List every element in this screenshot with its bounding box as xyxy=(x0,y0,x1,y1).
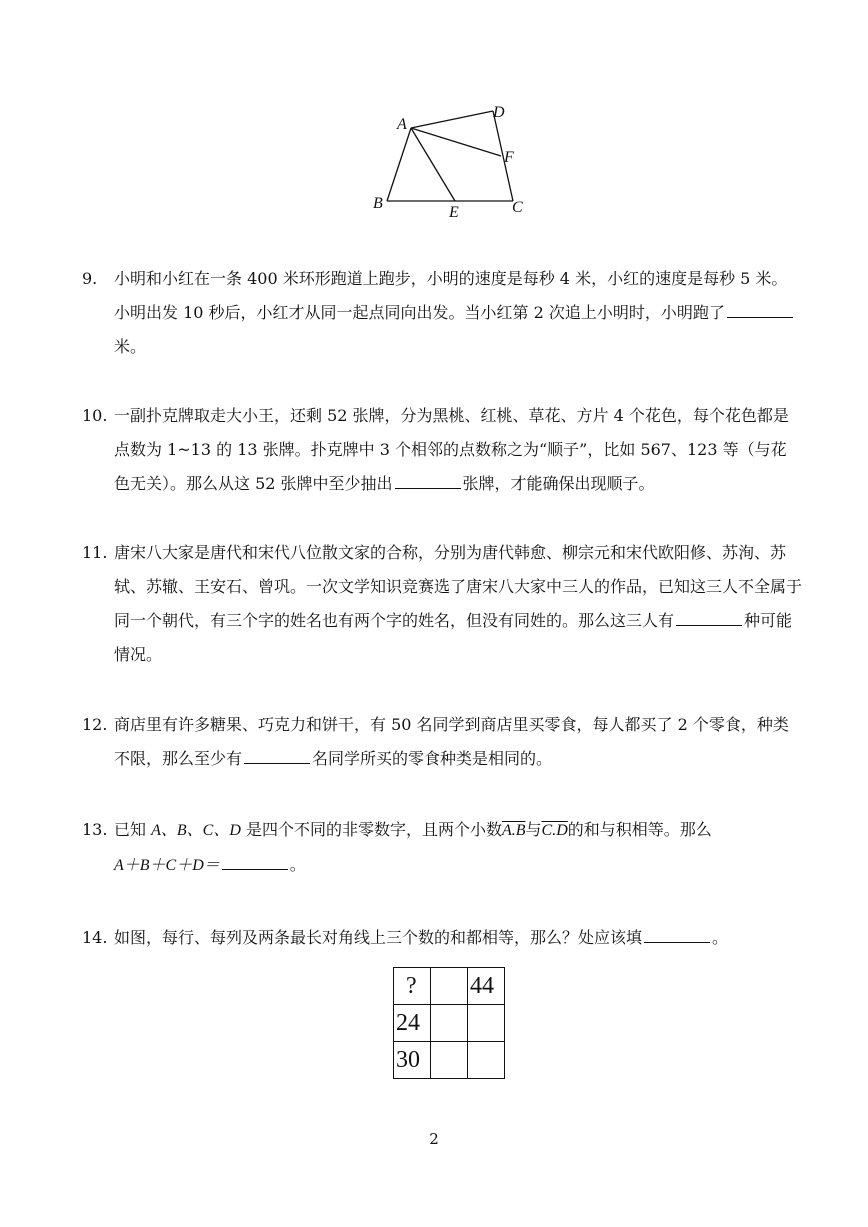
grid-cell xyxy=(431,1042,468,1079)
grid-cell: 24 xyxy=(394,1005,431,1042)
question-text: 是四个不同的非零数字，且两个小数 xyxy=(240,820,502,839)
question-text-end: 名同学所买的零食种类是相同的。 xyxy=(312,749,553,768)
question-text-end: 。 xyxy=(289,855,306,874)
question-number: 10. xyxy=(82,406,108,425)
label-B: B xyxy=(373,195,383,212)
question-number: 14. xyxy=(82,928,108,947)
segment-DA xyxy=(411,111,493,128)
question-number: 13. xyxy=(82,820,108,839)
question-10 xyxy=(82,399,802,501)
question-text: 与 xyxy=(525,820,542,839)
segment-AB xyxy=(387,128,411,201)
label-E: E xyxy=(449,204,459,221)
geometry-figure xyxy=(365,100,535,225)
answer-blank[interactable] xyxy=(676,607,742,626)
question-text: 唐宋八大家是唐代和宋代八位散文家的合称，分别为唐代韩愈、柳宗元和宋代欧阳修、苏洵、苏轼、苏辙、王安石、曾巩。一次文学知识竞赛选了唐宋八大家中三人的作品，已知这三人不全属于同一个朝代，有三个字的姓名也有两个字的姓名，但没有同姓的。那么这三人有 xyxy=(114,543,803,630)
sum-expression: A＋B＋C＋D＝ xyxy=(114,857,220,874)
segment-AF xyxy=(411,128,501,156)
grid-cell xyxy=(468,1005,505,1042)
grid-row xyxy=(394,968,505,1005)
grid-cell xyxy=(468,1042,505,1079)
answer-blank[interactable] xyxy=(395,470,461,489)
grid-cell xyxy=(431,968,468,1005)
grid-row xyxy=(394,1005,505,1042)
question-text: 一副扑克牌取走大小王，还剩 52 张牌，分为黑桃、红桃、草花、方片 4 个花色，每个花色都是点数为 1~13 的 13 张牌。扑克牌中 3 个相邻的点数称之为“顺子”，比如 567、123 等（与花色无关）。那么从这 52 张牌中至少抽出 xyxy=(114,406,789,493)
question-number: 12. xyxy=(82,715,108,734)
question-number: 9. xyxy=(82,269,98,288)
question-text-end: 种可能情况。 xyxy=(114,611,793,664)
grid-cell: 44 xyxy=(468,968,505,1005)
label-A: A xyxy=(397,116,407,133)
answer-blank[interactable] xyxy=(244,745,310,764)
grid-cell: 30 xyxy=(394,1042,431,1079)
question-text-end: 米。 xyxy=(114,337,147,356)
grid-cell: ? xyxy=(394,968,431,1005)
answer-blank[interactable] xyxy=(727,299,793,318)
grid-row xyxy=(394,1042,505,1079)
question-text: 小明和小红在一条 400 米环形跑道上跑步，小明的速度是每秒 4 米，小红的速度是每秒 5 米。小明出发 10 秒后，小红才从同一起点同向出发。当小红第 2 次追上小明时，小明跑了 xyxy=(114,269,788,322)
page-number: 2 xyxy=(429,1130,439,1148)
question-text: 商店里有许多糖果、巧克力和饼干，有 50 名同学到商店里买零食，每人都买了 2 个零食，种类不限，那么至少有 xyxy=(114,715,789,768)
decimal-ab: A.B xyxy=(501,822,526,839)
grid-cell xyxy=(431,1005,468,1042)
label-F: F xyxy=(504,149,514,166)
question-text: 已知 xyxy=(114,820,152,839)
label-C: C xyxy=(512,199,523,216)
segment-AE xyxy=(411,128,455,201)
question-9 xyxy=(82,262,802,364)
answer-blank[interactable] xyxy=(644,924,710,943)
question-12 xyxy=(82,708,802,776)
question-text-end: 张牌，才能确保出现顺子。 xyxy=(462,474,655,493)
question-number: 11. xyxy=(82,543,108,562)
question-text: 如图，每行、每列及两条最长对角线上三个数的和都相等，那么？处应该填 xyxy=(114,928,643,947)
question-14 xyxy=(82,921,802,955)
question-text-end: 。 xyxy=(712,928,729,947)
answer-blank[interactable] xyxy=(222,851,288,870)
digit-variables: A、B、C、D xyxy=(151,822,241,839)
decimal-cd: C.D xyxy=(541,822,568,839)
magic-square-grid xyxy=(393,967,505,1079)
question-11 xyxy=(82,536,802,672)
label-D: D xyxy=(493,104,505,121)
question-text: 的和与积相等。那么 xyxy=(567,820,712,839)
question-13 xyxy=(82,813,802,883)
